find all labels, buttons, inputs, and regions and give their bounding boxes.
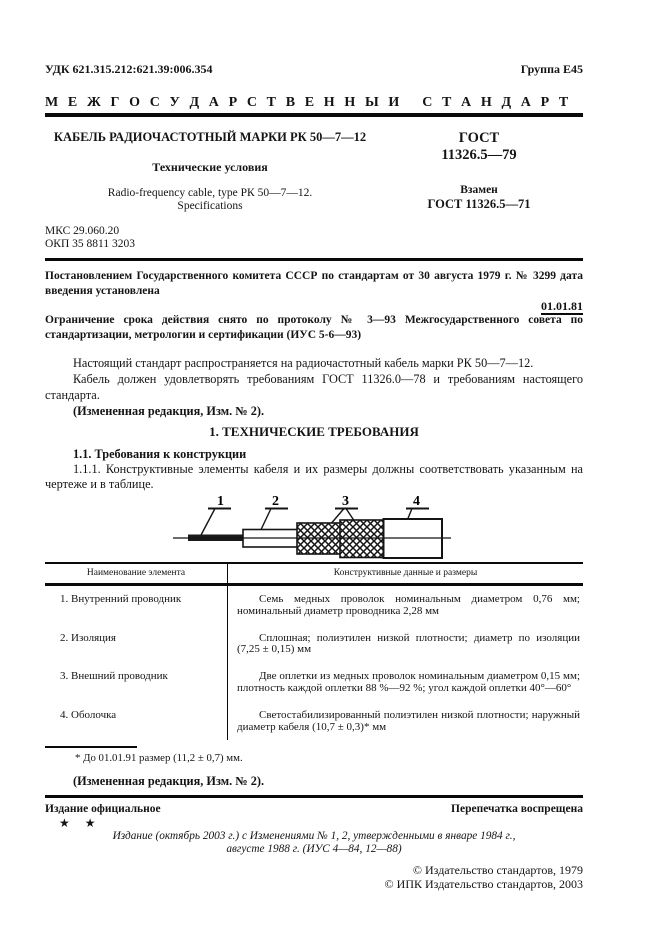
banner-rule: [45, 113, 583, 117]
cable-drawing: [45, 492, 583, 562]
element-name: 1. Внутренний проводник: [60, 593, 182, 605]
section-1-title: 1. ТЕХНИЧЕСКИЕ ТРЕБОВАНИЯ: [209, 424, 419, 439]
table-header-row: [45, 563, 583, 585]
callout-4-label: 4: [413, 494, 420, 509]
title-english-line2: Specifications: [177, 200, 243, 212]
official-edition-label: Издание официальное: [45, 803, 161, 816]
footnote-text: * До 01.01.91 размер (11,2 ± 0,7) мм.: [75, 751, 243, 764]
figure-braid-layer-2: [340, 520, 385, 558]
title-english-line1: Radio-frequency cable, type РК 50—7—12.: [107, 187, 313, 199]
amended-note-1: (Измененная редакция, Изм. № 2).: [73, 404, 265, 418]
imprint-rule: [45, 795, 583, 799]
cable-figure: [45, 492, 583, 562]
gost-label: ГОСТ: [458, 130, 500, 146]
title-column: [45, 130, 375, 213]
table-header-element: Наименование элемента: [45, 563, 228, 585]
footnote-rule: [45, 746, 137, 748]
document-title-english: [45, 187, 375, 213]
decree-paragraph-2: Ограничение срока действия снято по протоколу № 3—93 Межгосударственного совета по стандартизации, метрологии и сертификации (ИУС 5-6—93): [45, 314, 583, 341]
element-name: 3. Внешний проводник: [60, 670, 168, 683]
introduction: [45, 355, 583, 419]
edition-note-line1: Издание (октябрь 2003 г.) с Изменениями № 1, 2, утвержденными в январе 1984 г.,: [112, 830, 516, 843]
element-name: 4. Оболочка: [60, 708, 117, 721]
callout-3-label: 3: [342, 494, 349, 509]
table-row: [45, 585, 583, 625]
document-title: КАБЕЛЬ РАДИОЧАСТОТНЫЙ МАРКИ РК 50—7—12: [53, 130, 367, 144]
clause-1-1-heading: 1.1. Требования к конструкции: [73, 447, 247, 461]
element-spec: Светостабилизированный полиэтилен низкой плотности; наружный диаметр кабеля (10,7 ± 0,3)* мм: [237, 708, 580, 733]
element-spec: Сплошная; полиэтилен низкой плотности; диаметр по изоляции (7,25 ± 0,15) мм: [237, 631, 580, 656]
copyright-line2: © ИПК Издательство стандартов, 2003: [384, 877, 583, 892]
replaces-label: Взамен: [460, 184, 498, 196]
amended-note-2: (Измененная редакция, Изм. № 2).: [73, 773, 265, 788]
decree-paragraph-1: Постановлением Государственного комитета СССР по стандартам от 30 августа 1979 г. № 3299 дата введения установлена: [45, 270, 583, 297]
standard-type-banner: М Е Ж Г О С У Д А Р С Т В Е Н Н Ы Й С Т А Н Д А Р Т: [45, 96, 572, 110]
effective-date: 01.01.81: [541, 299, 583, 313]
callout-1-leader: [200, 509, 215, 538]
element-spec: Две оплетки из медных проволок номинальным диаметром 0,15 мм; плотность каждой оплетки 88 %—92 %; угол каждой оплетки 40°—60°: [237, 670, 580, 694]
table-row: [45, 663, 583, 702]
edition-note-line2: августе 1988 г. (ИУС 4—84, 12—88): [226, 843, 402, 856]
group-code: Группа Е45: [520, 62, 583, 76]
designation-column: [375, 130, 583, 213]
classification-row: [45, 62, 583, 76]
clause-1-1-1-text: 1.1.1. Конструктивные элементы кабеля и их размеры должны соответствовать указанным на чертеже и в таблице.: [45, 462, 583, 491]
page-content: [45, 0, 583, 891]
intro-paragraph-2: Кабель должен удовлетворять требованиям ГОСТ 11326.0—78 и требованиям настоящего стандарта.: [45, 372, 583, 402]
copyright-block: [45, 863, 583, 891]
codes-block: [45, 225, 583, 251]
udk-code: УДК 621.315.212:621.39:006.354: [45, 62, 213, 76]
title-block: [45, 130, 583, 213]
element-name: 2. Изоляция: [60, 631, 116, 644]
table-row: [45, 625, 583, 664]
gost-number: 11326.5—79: [441, 147, 517, 163]
document-subtitle: Технические условия: [152, 160, 268, 174]
table-row: [45, 702, 583, 741]
reprint-forbidden-label: Перепечатка воспрещена: [451, 803, 583, 816]
stars-mark: ★ ★: [59, 816, 102, 831]
decree-top-rule: [45, 258, 583, 261]
mks-code: МКС 29.060.20: [45, 225, 120, 237]
callout-2-label: 2: [272, 494, 279, 509]
intro-paragraph-1: Настоящий стандарт распространяется на радиочастотный кабель марки РК 50—7—12.: [73, 356, 534, 370]
effective-date-line: [45, 299, 583, 313]
footnote-block: [45, 746, 583, 765]
element-spec: Семь медных проволок номинальным диаметром 0,76 мм; номинальный диаметр проводника 2,28 мм: [237, 593, 580, 617]
table-header-specs: Конструктивные данные и размеры: [228, 563, 584, 585]
replaces-number: ГОСТ 11326.5—71: [427, 197, 531, 211]
construction-table: [45, 562, 583, 740]
okp-code: ОКП 35 8811 3203: [45, 238, 135, 250]
copyright-line1: © Издательство стандартов, 1979: [412, 863, 583, 878]
imprint-row: [45, 802, 583, 816]
edition-note: [45, 830, 583, 856]
callout-1-label: 1: [217, 494, 224, 509]
